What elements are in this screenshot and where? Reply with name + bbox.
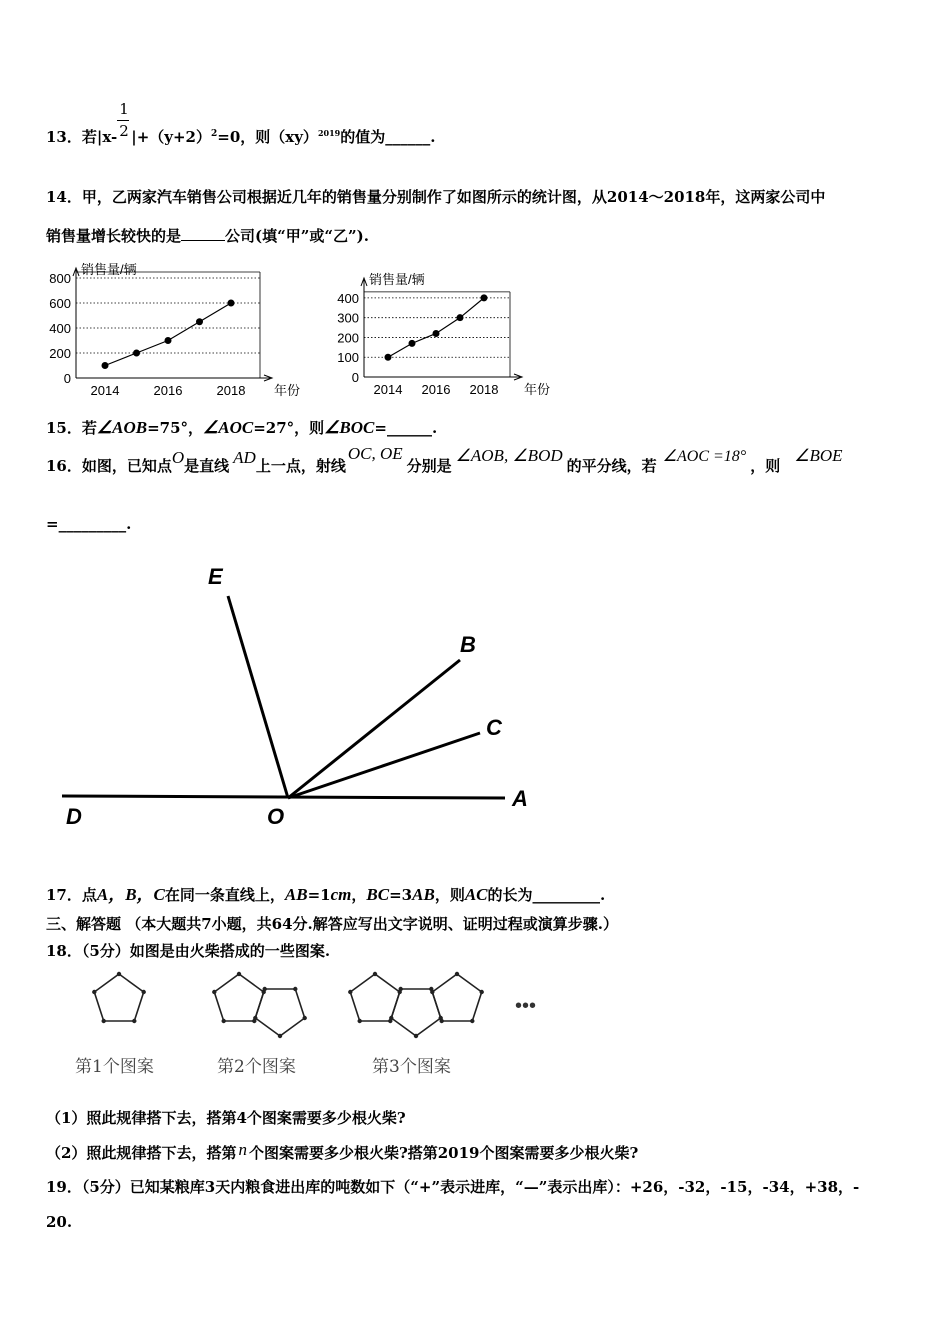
data-point xyxy=(457,314,464,321)
match-head xyxy=(222,1019,226,1023)
match-head xyxy=(399,987,403,991)
y-tick-label: 400 xyxy=(49,321,71,336)
label-C: C xyxy=(486,715,502,740)
data-point xyxy=(409,340,416,347)
match-head xyxy=(303,1016,307,1020)
match-head xyxy=(414,1034,418,1038)
label-A: A xyxy=(512,786,528,811)
match-head xyxy=(212,990,216,994)
ray-OE xyxy=(228,596,288,798)
question-16-line2: =_________. xyxy=(46,515,132,533)
y-axis-title: 销售量/辆 xyxy=(81,262,137,277)
match-head xyxy=(430,990,434,994)
caption-3: 第3个图案 xyxy=(372,1057,451,1077)
match-head xyxy=(142,990,146,994)
question-14-line2: 销售量增长较快的是 公司(填“甲”或“乙”). xyxy=(46,227,369,245)
match-head xyxy=(278,1034,282,1038)
label-O: O xyxy=(267,804,285,829)
data-point xyxy=(196,318,203,325)
match-head xyxy=(92,990,96,994)
y-tick-label: 100 xyxy=(337,350,359,366)
chart-company-jia xyxy=(38,250,308,400)
question-15: 15．若∠AOB=75°，∠AOC=27°，则∠BOC=______. xyxy=(46,418,438,437)
y-tick-label: 300 xyxy=(337,310,359,326)
question-13: 13．若|x- $\frac{1}{2}$ $|+(y+2)^2=0$，则（xy）$^{2019}$的值为______. xyxy=(46,100,436,146)
question-18-sub2: （2）照此规律搭下去，搭第 n 个图案需要多少根火柴?搭第2019个图案需要多少根火柴? xyxy=(46,1140,639,1162)
match-head xyxy=(102,1019,106,1023)
fraction: $\frac{1}{2}$ xyxy=(119,100,129,140)
series-line xyxy=(105,303,231,366)
data-point xyxy=(102,362,109,369)
x-axis-title: 年份 xyxy=(274,383,301,398)
match-head xyxy=(263,987,267,991)
match-head xyxy=(440,1019,444,1023)
chart-company-yi xyxy=(337,250,554,398)
label-D: D xyxy=(66,804,82,829)
ray-OB xyxy=(288,660,460,798)
question-18-sub1: （1）照此规律搭下去，搭第4个图案需要多少根火柴? xyxy=(46,1109,406,1127)
y-tick-label: 400 xyxy=(337,290,359,306)
match-head xyxy=(117,972,121,976)
y-tick-label: 200 xyxy=(49,346,71,361)
question-16: 16．如图，已知点O是直线 AD上一点，射线OC, OE分别是∠AOB, ∠BOD的平分线，若∠AOC =18°，则∠BOE xyxy=(46,444,843,475)
chart-1-plot xyxy=(49,262,300,398)
data-point xyxy=(481,294,488,301)
ray-OC xyxy=(288,733,480,798)
data-point xyxy=(228,300,235,307)
match-head xyxy=(373,972,377,976)
match-head xyxy=(389,1016,393,1020)
caption-2: 第2个图案 xyxy=(217,1057,296,1077)
pentagon xyxy=(94,974,143,1021)
x-tick-label: 2016 xyxy=(153,383,183,398)
match-head xyxy=(455,972,459,976)
y-tick-label: 0 xyxy=(351,370,359,385)
label-B: B xyxy=(460,632,476,657)
match-head xyxy=(293,987,297,991)
question-14-line1: 14．甲，乙两家汽车销售公司根据近几年的销售量分别制作了如图所示的统计图，从2014～2018年，这两家公司中 xyxy=(46,188,826,206)
figure-angles xyxy=(60,560,580,850)
x-axis-title: 年份 xyxy=(524,382,551,397)
label-E: E xyxy=(208,564,223,589)
pentagon xyxy=(432,974,481,1021)
match-head xyxy=(348,990,352,994)
match-head xyxy=(358,1019,362,1023)
y-tick-label: 0 xyxy=(63,371,71,386)
pentagon xyxy=(255,989,304,1036)
x-tick-label: 2016 xyxy=(421,382,451,397)
y-tick-label: 800 xyxy=(49,271,71,286)
match-head xyxy=(237,972,241,976)
ellipsis: ••• xyxy=(515,995,537,1017)
y-tick-label: 200 xyxy=(337,330,359,346)
series-line xyxy=(388,298,484,357)
data-point xyxy=(165,337,172,344)
question-18: 18．（5分）如图是由火柴搭成的一些图案. xyxy=(46,942,331,960)
match-head xyxy=(253,1016,257,1020)
x-tick-label: 2018 xyxy=(216,383,246,398)
question-19-line2: 20. xyxy=(46,1213,73,1231)
match-head xyxy=(480,990,484,994)
x-tick-label: 2018 xyxy=(469,382,499,397)
caption-1: 第1个图案 xyxy=(75,1057,154,1077)
chart-2-plot xyxy=(337,272,550,397)
y-axis-title: 销售量/辆 xyxy=(369,272,425,287)
matchstick-figures xyxy=(75,970,595,1075)
data-point xyxy=(433,330,440,337)
match-head xyxy=(470,1019,474,1023)
section-heading: 三、解答题 （本大题共7小题，共64分.解答应写出文字说明、证明过程或演算步骤.） xyxy=(46,915,618,933)
x-tick-label: 2014 xyxy=(90,383,120,398)
x-tick-label: 2014 xyxy=(373,382,403,397)
line-DA xyxy=(62,796,505,798)
answer-blank xyxy=(181,226,225,241)
data-point xyxy=(385,354,392,361)
question-17: 17．点A，B，C在同一条直线上，AB=1cm，BC=3AB，则AC的长为_________. xyxy=(46,885,606,904)
match-head xyxy=(132,1019,136,1023)
data-point xyxy=(133,350,140,357)
y-tick-label: 600 xyxy=(49,296,71,311)
question-19-line1: 19．（5分）已知某粮库3天内粮食进出库的吨数如下（“+”表示进库，“—”表示出库）：+26，-32，-15，-34，+38，- xyxy=(46,1178,860,1196)
